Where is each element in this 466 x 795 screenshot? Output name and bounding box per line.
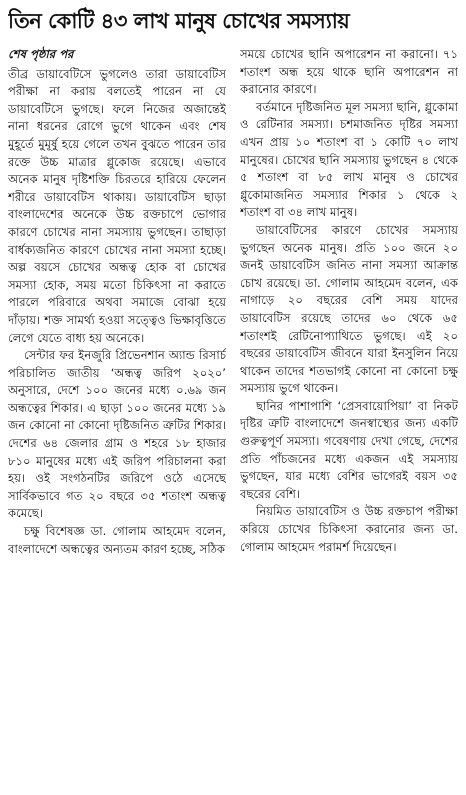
paragraph: বর্তমানে দৃষ্টিজনিত মূল সমস্যা ছানি, গ্লুকোমা ও রেটিনার সমস্যা। চশমাজনিত দৃষ্টির সমস্যা এখন প্রায় ১০ শতাংশ বা ১ কোটি ৭০ লাখ মানুষের। চোখের ছানি সমস্যায় ভুগছেন ৪ থেকে ৫ শতাংশ বা ৮৫ লাখ মানুষ ও চোখের গ্লুকোমাজনিত সমস্যার শিকার ১ থেকে ২ শতাংশ বা ৩৪ লাখ মানুষ। xyxy=(240,99,458,220)
paragraph: চক্ষু বিশেষজ্ঞ ডা. গোলাম আহমেদ বলেন, বাংলাদেশে অন্ধত্বের অন্যতম কারণ হচ্ছে, সঠিক xyxy=(8,524,226,556)
paragraph: ছানির পাশাপাশি ‘প্রেসবায়োপিয়া’ বা নিকট দৃষ্টির ত্রুটি বাংলাদেশে জনস্বাস্থ্যের জন্য একটি গুরুত্বপূর্ণ সমস্যা। গবেষণায় দেখা গেছে, দেশের প্রতি পাঁচজনের মধ্যে একজন এই সমস্যায় ভুগছেন, যার মধ্যে বেশির ভাগেরই বয়স ৩৫ বছরের বেশি। xyxy=(240,398,458,501)
article-body xyxy=(8,46,458,794)
paragraph: সময়ে চোখের ছানি অপারেশন না করানো। ৭১ শতাংশ অন্ধ হয়ে থাকে ছানি অপারেশন না করানোর কারণে। xyxy=(240,47,458,97)
paragraph: তীব্র ডায়াবেটিসে ভুগলেও তারা ডায়াবেটিস পরীক্ষা না করায় বলতেই পারেন না যে ডায়াবেটিসে ভুগছে। ফলে নিজের অজান্তেই নানা ধরনের রোগে ভুগে থাকেন এবং শেষ মুহূর্তে মুমূর্ষু হয়ে গেলে তখন বুঝতে পারেন তার রক্তে উচ্চ মাত্রার গ্লুকোজ রয়েছে। এভাবে অনেক মানুষ দৃষ্টিশক্তি চিরতরে হারিয়ে ফেলেন শরীরে ডায়াবেটিস থাকায়। ডায়াবেটিস ছাড়া বাংলাদেশের অনেকে উচ্চ রক্তচাপে ভোগার কারণে চোখের নানা সমস্যায় ভুগছেন। তাছাড়া বার্ধক্যজনিত কারণে চোখের নানা সমস্যা হচ্ছে। অল্প বয়সে চোখের অন্ধত্ব হোক বা চোখের সমস্যা হোক, সময় মতো চিকিৎসা না করাতে পারলে পরিবারে অথবা সমাজে বোঝা হয়ে দাঁড়ায়। শক্ত সামর্থ্য হওয়া সত্ত্বেও ভিক্ষাবৃত্তিতে লেগে যেতে বাধ্য হয় অনেকে। xyxy=(8,66,226,345)
continued-from-label: শেষ পৃষ্ঠার পর xyxy=(8,47,74,61)
headline: তিন কোটি ৪৩ লাখ মানুষ চোখের সমস্যায় xyxy=(8,9,350,33)
paragraph: ডায়াবেটিসের কারণে চোখের সমস্যায় ভুগছেন অনেক মানুষ। প্রতি ১০০ জনে ২০ জনই ডায়াবেটিস জনিত নানা সমস্যা আক্রান্ত চোখ রয়েছে। ডা. গোলাম আহমেদ বলেন, এক নাগাড়ে ২০ বছরের বেশি সময় যাদের ডায়াবেটিস রয়েছে তাদের ৬০ থেকে ৬৫ শতাংশই রেটিনোপ্যাথিতে ভুগছে। এই ২০ বছরের ডায়াবেটিস জীবনে যারা ইনসুলিন নিয়ে থাকেন তাদের শতভাগই কোনো না কোনো চক্ষু সমস্যায় ভুগে থাকেন। xyxy=(240,222,458,396)
left-column xyxy=(8,46,226,794)
right-column xyxy=(240,46,458,794)
paragraph: সেন্টার ফর ইনজুরি প্রিভেনশান অ্যান্ড রিসার্চ পরিচালিত জাতীয় ‘অন্ধত্ব জরিপ ২০২০’ অনুসারে, দেশে ১০০ জনের মধ্যে ০.৬৯ জন অন্ধত্বের শিকার। এ ছাড়া ১০০ জনের মধ্যে ১৯ জন কোনো না কোনো দৃষ্টিজনিত ত্রুটির শিকার। দেশের ৬৪ জেলার গ্রাম ও শহরে ১৮ হাজার ৮১০ মানুষের মধ্যে এই জরিপ পরিচালনা করা হয়। ওই সংগঠনটির জরিপে ওঠে এসেছে সার্বিকভাবে গত ২০ বছরে ৩৫ শতাংশ অন্ধত্ব কমেছে। xyxy=(8,348,226,521)
paragraph: নিয়মিত ডায়াবেটিস ও উচ্চ রক্তচাপ পরীক্ষা করিয়ে চোখের চিকিৎসা করানোর জন্য ডা. গোলাম আহমেদ পরামর্শ দিয়েছেন। xyxy=(240,504,458,554)
